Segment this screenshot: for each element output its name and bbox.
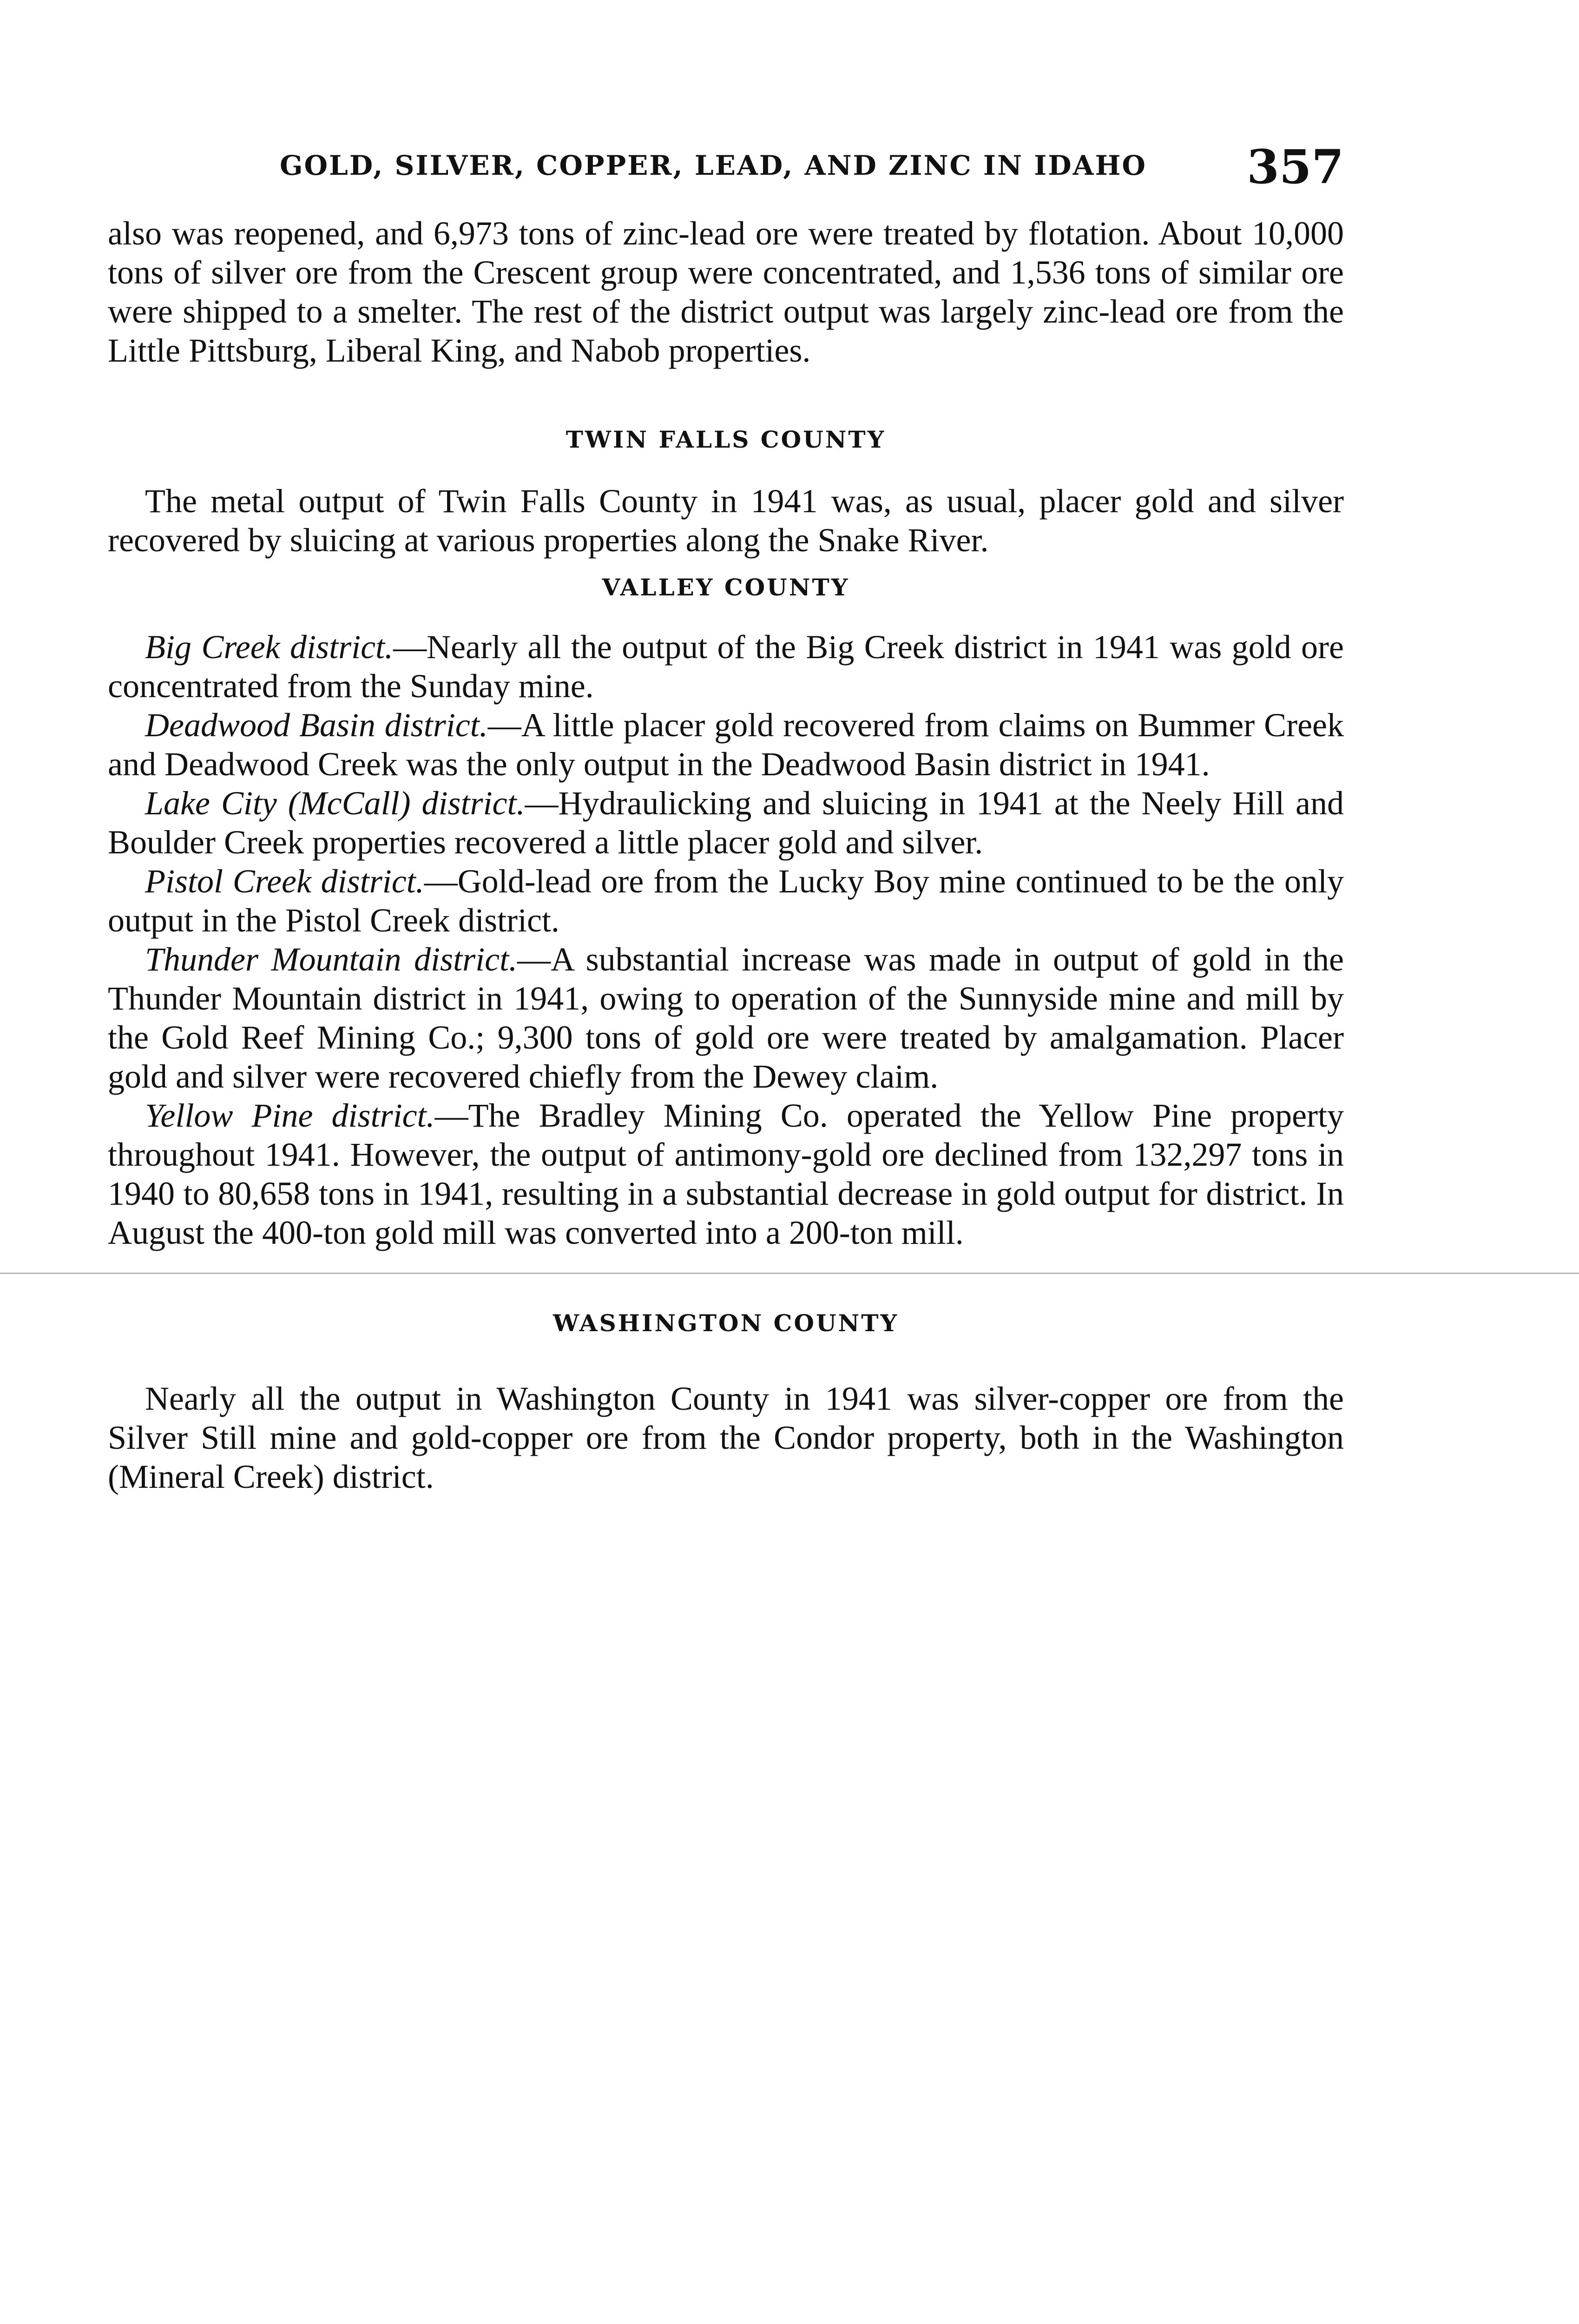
district-text: —A little placer gold recovered from claims on Bummer Creek and Deadwood Creek was the only output in the Deadwood Basin district in 1941. [108, 706, 1344, 783]
running-head [108, 139, 1344, 200]
page-number: 357 [1247, 139, 1344, 194]
district-text: —Hydraulicking and sluicing in 1941 at the Neely Hill and Boulder Creek properties recovered a little placer gold and silver. [108, 785, 1344, 861]
district-text: —Gold-lead ore from the Lucky Boy mine continued to be the only output in the Pistol Creek district. [108, 863, 1344, 939]
district-text: —Nearly all the output of the Big Creek district in 1941 was gold ore concentrated from the Sunday mine. [108, 628, 1344, 705]
running-title: GOLD, SILVER, COPPER, LEAD, AND ZINC IN IDAHO [280, 150, 1147, 181]
district-text: —A substantial increase was made in output of gold in the Thunder Mountain district in 1941, owing to operation of the Sunnyside mine and mill by the Gold Reef Mining Co.; 9,300 tons of gold ore were treated by amalgamation. Placer gold and silver were recovered chiefly from the Dewey claim. [108, 941, 1344, 1095]
pistol-creek-paragraph [108, 862, 1344, 940]
yellow-pine-paragraph [108, 1096, 1344, 1252]
washington-heading: WASHINGTON COUNTY [553, 1309, 899, 1337]
horizontal-rule [0, 1273, 1579, 1274]
intro-paragraph: also was reopened, and 6,973 tons of zinc-lead ore were treated by flotation. About 10,000 tons of silver ore from the Crescent group were concentrated, and 1,536 tons of similar ore were shipped to a smelter. The rest of the district output was largely zinc-lead ore from the Little Pittsburg, Liberal King, and Nabob properties. [108, 215, 1344, 369]
washington-paragraph: Nearly all the output in Washington County in 1941 was silver-copper ore from the Silver Still mine and gold-copper ore from the Condor property, both in the Washington (Mineral Creek) district. [108, 1380, 1344, 1495]
district-name: Pistol Creek district. [145, 863, 424, 900]
big-creek-paragraph [108, 627, 1344, 706]
district-name: Big Creek district. [145, 628, 394, 666]
valley-heading: VALLEY COUNTY [602, 574, 850, 601]
thunder-mountain-paragraph [108, 940, 1344, 1096]
district-name: Lake City (McCall) district. [145, 785, 525, 822]
twin-falls-heading: TWIN FALLS COUNTY [566, 426, 886, 453]
district-name: Thunder Mountain district. [145, 941, 518, 978]
deadwood-basin-paragraph [108, 706, 1344, 784]
district-text: —The Bradley Mining Co. operated the Yellow Pine property throughout 1941. However, the output of antimony-gold ore declined from 132,297 tons in 1940 to 80,658 tons in 1941, resulting in a substantial decrease in gold output for district. In August the 400-ton gold mill was converted into a 200-ton mill. [108, 1097, 1344, 1251]
district-name: Yellow Pine district. [145, 1097, 435, 1134]
body-text [108, 214, 1344, 1496]
twin-falls-paragraph: The metal output of Twin Falls County in 1941 was, as usual, placer gold and silver recovered by sluicing at various properties along the Snake River. [108, 482, 1344, 559]
lake-city-paragraph [108, 784, 1344, 862]
district-name: Deadwood Basin district. [145, 706, 488, 744]
